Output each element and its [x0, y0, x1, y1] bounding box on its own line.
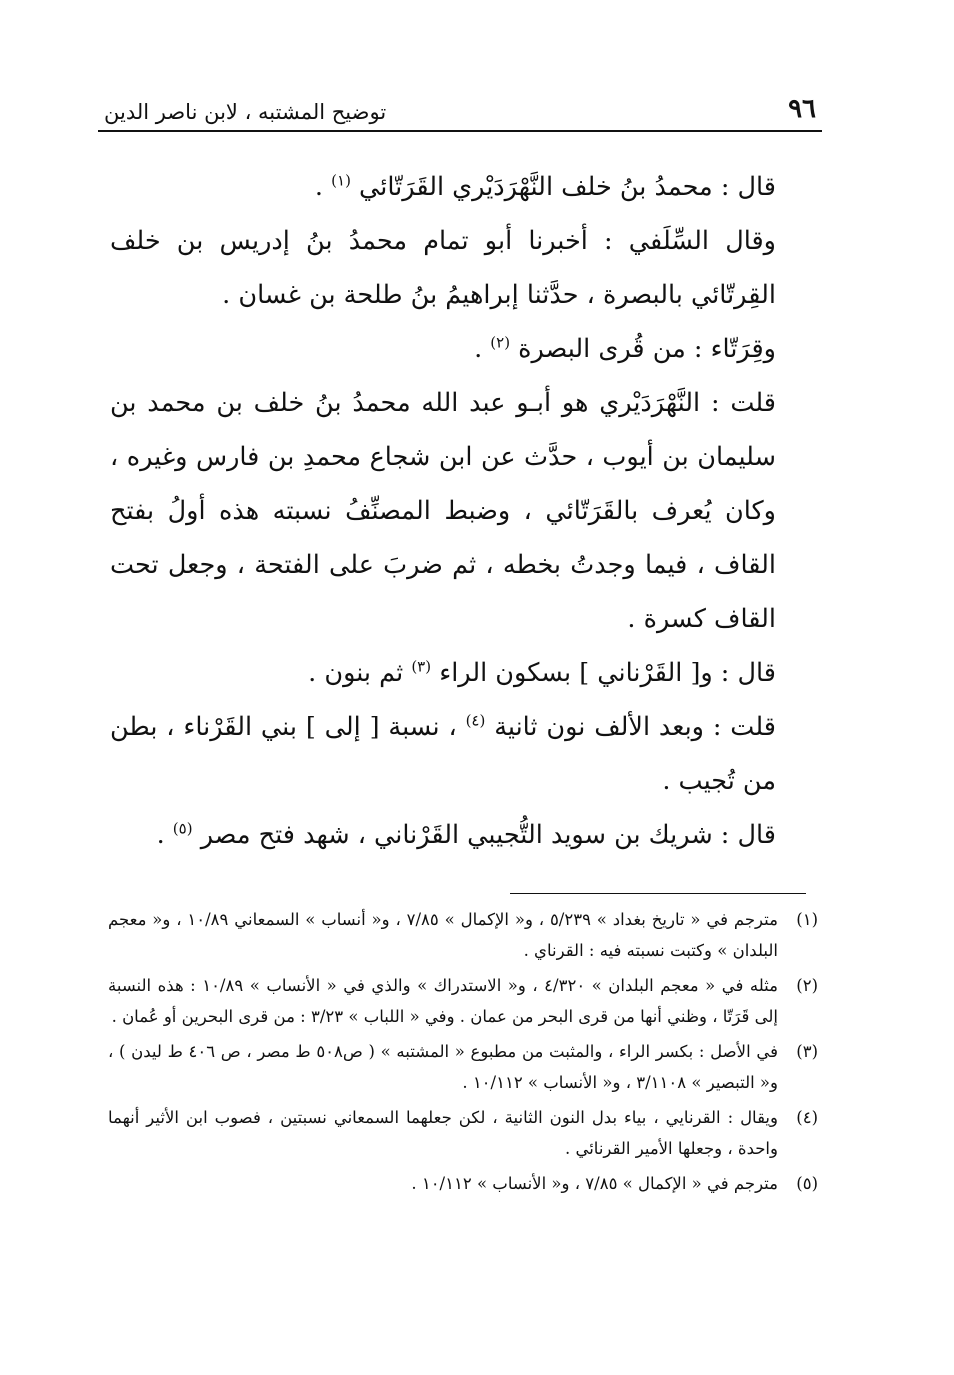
paragraph-3-end: . — [474, 334, 491, 364]
footnote-ref-3: (٣) — [411, 657, 432, 676]
footnote-text: مثله في « معجم البلدان » ٤/٣٢٠ ، و« الاستدراك » والذي في « الأنساب » ١٠/٨٩ : هذه النسبة إلى قَرَتّا ، وظني أنها من قرى البحر من عمان . وفي « اللباب » ٣/٢٣ : من قرى البحرين أو عُمان . — [108, 976, 778, 1026]
footnote-number: (٢) — [796, 976, 818, 995]
footnote — [108, 970, 818, 1032]
footnote — [108, 1036, 818, 1098]
running-title: توضيح المشتبه ، لابن ناصر الدين — [104, 100, 387, 124]
paragraph-3-text: وقِرَتّاء : من قُرى البصرة — [518, 334, 776, 364]
footnote-text: مترجم في « تاريخ بغداد » ٥/٢٣٩ ، و« الإكمال » ٧/٨٥ ، و« أنساب » السمعاني ١٠/٨٩ ، و« معجم البلدان » وكتبت نسبته فيه : القرناي . — [108, 910, 778, 960]
paragraph-2: وقال السِّلَفي : أخبرنا أبو تمام محمدُ بنُ إدريس بن خلف القِرتّائي بالبصرة ، حدَّثنا إبراهيمُ بنُ طلحة بن غسان . — [110, 226, 776, 310]
footnote — [108, 1168, 818, 1199]
main-text — [110, 160, 816, 862]
footnote-number: (٣) — [796, 1042, 818, 1061]
footnote-ref-5: (٥) — [172, 819, 193, 838]
footnote — [108, 904, 818, 966]
paragraph-1-end: . — [314, 172, 332, 202]
paragraph-7-end: . — [156, 820, 173, 850]
footnote-ref-4: (٤) — [465, 711, 486, 730]
running-header — [98, 86, 822, 132]
footnote-ref-2: (٢) — [490, 333, 511, 352]
footnote-number: (١) — [796, 910, 818, 929]
footnote-number: (٤) — [796, 1108, 818, 1127]
footnote-text: مترجم في « الإكمال » ٧/٨٥ ، و« الأنساب » ١٠/١١٢ . — [411, 1174, 778, 1193]
paragraph-7 — [110, 808, 816, 862]
paragraph-1 — [110, 160, 816, 214]
paragraph-5 — [110, 646, 816, 700]
paragraph-7-text: قال : شريك بن سويد التُّجيبي القَرْناني ، شهد فتح مصر — [200, 820, 776, 850]
paragraph-6-text: قلت : وبعد الألف نون ثانية — [494, 712, 776, 742]
paragraph-6-end: ، نسبة [ إلى ] بني القَرْناء ، بطن من تُجيب . — [110, 712, 776, 796]
footnote-ref-1: (١) — [331, 171, 351, 190]
paragraph-5-text: قال : و[ القَرْناني ] بسكون الراء — [439, 658, 776, 688]
paragraph-5-end: ثم بنون . — [308, 658, 412, 688]
paragraph-1-text: قال : محمدُ بنُ خلف النَّهْرَدَيْري القَرَتّائي — [359, 172, 776, 202]
footnote — [108, 1102, 818, 1164]
footnote-number: (٥) — [796, 1174, 818, 1193]
footnote-separator — [510, 893, 806, 894]
footnote-text: في الأصل : بكسر الراء ، والمثبت من مطبوع « المشتبه » ( ص٥٠٨ ط مصر ، ص ٤٠٦ ط ليدن ) ، و« التبصير » ٣/١١٠٨ ، و« الأنساب » ١٠/١١٢ . — [108, 1042, 778, 1092]
paragraph-4: قلت : النَّهْرَدَيْري هو أبـو عبد الله محمدُ بنُ خلف بن محمد بن سليمان بن أيوب ، حدَّث عن ابن شجاع محمدِ بن فارس وغيره ، وكان يُعرف بالقَرَتّائي ، وضبط المصنِّفُ نسبته هذه أولُ بفتح القاف ، فيما وجدتُ بخطه ، ثم ضربَ على الفتحة ، وجعل تحت القاف كسرة . — [110, 388, 776, 634]
page-number: ٩٦ — [788, 94, 816, 124]
footnote-text: ويقال : القرنايي ، بياء بدل النون الثانية ، لكن جعلهما السمعاني نسبتين ، فصوب ابن الأثير أنهما واحدة ، وجعلها الأمير القرنائي . — [108, 1108, 778, 1158]
footnotes — [108, 904, 818, 1203]
paragraph-6 — [110, 700, 816, 808]
paragraph-3 — [110, 322, 816, 376]
